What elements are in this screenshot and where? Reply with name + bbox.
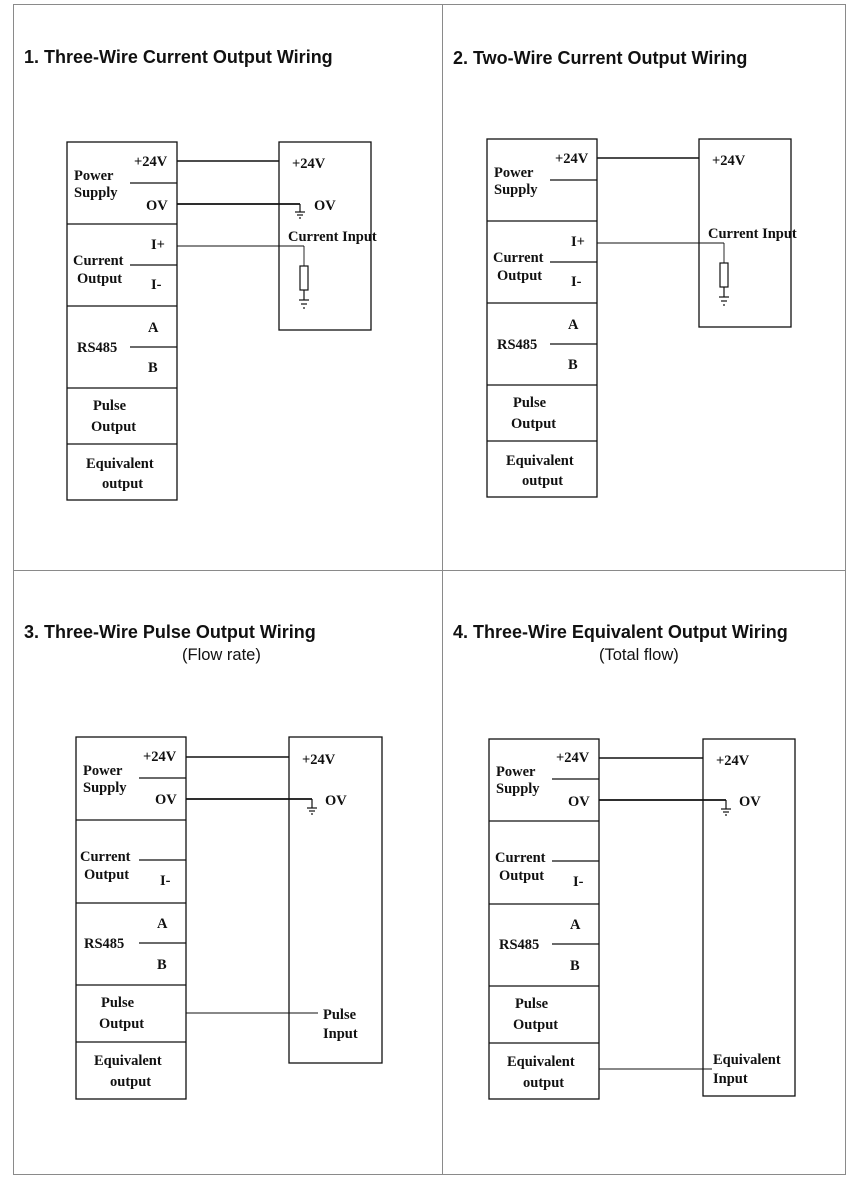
- ground-icon: [719, 287, 729, 305]
- equivalent-output-label: Equivalent: [86, 456, 154, 472]
- equivalent-output-label: output: [522, 473, 564, 489]
- current-output-label: Output: [77, 271, 123, 287]
- rs485-a-terminal: A: [148, 320, 159, 336]
- i-minus-terminal: I-: [573, 874, 584, 890]
- panel-1-diagram: [67, 142, 377, 500]
- current-input-label: Current Input: [288, 229, 377, 245]
- power-supply-label: Supply: [494, 182, 538, 198]
- receiver-plus24v-label: +24V: [292, 156, 326, 172]
- power-supply-label: Power: [496, 764, 536, 780]
- equivalent-output-label: output: [102, 476, 144, 492]
- ov-terminal: OV: [146, 198, 168, 214]
- receiver-plus24v-label: +24V: [302, 752, 336, 768]
- rs485-a-terminal: A: [568, 317, 579, 333]
- receiver-ov-label: OV: [325, 793, 347, 809]
- rs485-b-terminal: B: [148, 360, 158, 376]
- equivalent-output-label: Equivalent: [506, 453, 574, 469]
- rs485-b-terminal: B: [157, 957, 167, 973]
- panel-4-subtitle: (Total flow): [599, 646, 679, 664]
- i-minus-terminal: I-: [160, 873, 171, 889]
- pulse-input-label: Input: [323, 1026, 358, 1042]
- plus24v-terminal: +24V: [143, 749, 177, 765]
- rs485-label: RS485: [84, 936, 125, 952]
- plus24v-terminal: +24V: [134, 154, 168, 170]
- resistor-icon: [300, 266, 308, 290]
- receiver-ov-label: OV: [314, 198, 336, 214]
- panel-4-diagram: [489, 739, 795, 1099]
- ground-icon: [307, 799, 317, 814]
- panel-2-title: 2. Two-Wire Current Output Wiring: [453, 48, 748, 68]
- equivalent-input-label: Equivalent: [713, 1052, 781, 1068]
- panel-1-wires: [177, 161, 304, 266]
- current-output-label: Current: [80, 849, 131, 865]
- panel-3-subtitle: (Flow rate): [182, 646, 261, 664]
- panel-4-title: 4. Three-Wire Equivalent Output Wiring: [453, 622, 788, 642]
- current-output-label: Current: [495, 850, 546, 866]
- current-output-label: Current: [73, 253, 124, 269]
- i-plus-terminal: I+: [571, 234, 585, 250]
- ov-terminal: OV: [155, 792, 177, 808]
- equivalent-output-label: output: [523, 1075, 565, 1091]
- pulse-output-label: Pulse: [515, 996, 549, 1012]
- current-output-label: Current: [493, 250, 544, 266]
- receiver-plus24v-label: +24V: [716, 753, 750, 769]
- ov-terminal: OV: [568, 794, 590, 810]
- plus24v-terminal: +24V: [555, 151, 589, 167]
- i-minus-terminal: I-: [151, 277, 162, 293]
- power-supply-label: Power: [74, 168, 114, 184]
- panel-3-title: 3. Three-Wire Pulse Output Wiring: [24, 622, 316, 642]
- pulse-output-label: Output: [91, 419, 137, 435]
- resistor-icon: [720, 263, 728, 287]
- power-supply-label: Supply: [74, 185, 118, 201]
- power-supply-label: Supply: [496, 781, 540, 797]
- ground-icon: [295, 204, 305, 218]
- pulse-output-label: Pulse: [101, 995, 135, 1011]
- receiver-ov-label: OV: [739, 794, 761, 810]
- i-plus-terminal: I+: [151, 237, 165, 253]
- rs485-b-terminal: B: [568, 357, 578, 373]
- equivalent-input-label: Input: [713, 1071, 748, 1087]
- rs485-label: RS485: [77, 340, 118, 356]
- pulse-output-label: Output: [513, 1017, 559, 1033]
- panel-2-diagram: [487, 139, 797, 497]
- i-minus-terminal: I-: [571, 274, 582, 290]
- pulse-output-label: Output: [511, 416, 557, 432]
- pulse-input-label: Pulse: [323, 1007, 357, 1023]
- current-output-label: Output: [499, 868, 545, 884]
- rs485-a-terminal: A: [157, 916, 168, 932]
- power-supply-label: Power: [83, 763, 123, 779]
- rs485-label: RS485: [499, 937, 540, 953]
- panel-1-title: 1. Three-Wire Current Output Wiring: [24, 47, 333, 67]
- panel-4-receiver-block: [703, 739, 795, 1096]
- equivalent-output-label: Equivalent: [94, 1053, 162, 1069]
- receiver-plus24v-label: +24V: [712, 153, 746, 169]
- rs485-b-terminal: B: [570, 958, 580, 974]
- ground-icon: [721, 800, 731, 815]
- pulse-output-label: Pulse: [513, 395, 547, 411]
- equivalent-output-label: output: [110, 1074, 152, 1090]
- current-output-label: Output: [497, 268, 543, 284]
- panel-3-wires: [186, 757, 318, 1013]
- panel-3-diagram: [76, 737, 382, 1099]
- power-supply-label: Supply: [83, 780, 127, 796]
- plus24v-terminal: +24V: [556, 750, 590, 766]
- rs485-label: RS485: [497, 337, 538, 353]
- pulse-output-label: Output: [99, 1016, 145, 1032]
- pulse-output-label: Pulse: [93, 398, 127, 414]
- ground-icon: [299, 290, 309, 308]
- current-input-label: Current Input: [708, 226, 797, 242]
- panel-4-wires: [599, 758, 726, 1069]
- equivalent-output-label: Equivalent: [507, 1054, 575, 1070]
- rs485-a-terminal: A: [570, 917, 581, 933]
- panel-2-wires: [597, 158, 724, 263]
- current-output-label: Output: [84, 867, 130, 883]
- power-supply-label: Power: [494, 165, 534, 181]
